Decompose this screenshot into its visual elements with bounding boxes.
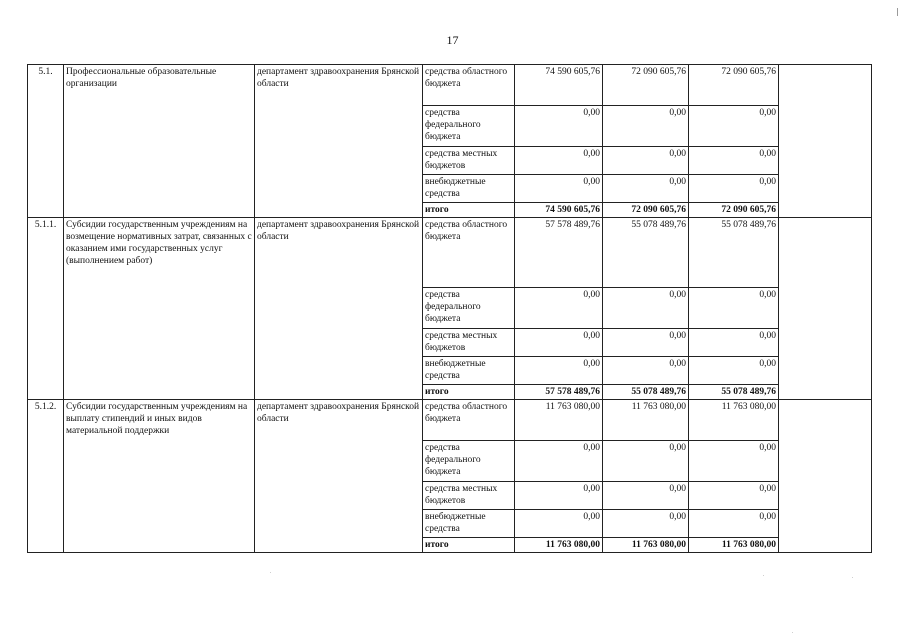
source-label: внебюджетные средства <box>423 175 515 203</box>
value-cell: 0,00 <box>689 329 779 357</box>
value-cell: 0,00 <box>515 357 603 385</box>
value-cell: 0,00 <box>603 482 689 510</box>
value-cell: 0,00 <box>603 510 689 538</box>
row-name: Субсидии государственным учреждениям на выплату стипендий и иных видов материальной поддержки <box>64 400 255 553</box>
total-value: 57 578 489,76 <box>515 385 603 400</box>
source-label: средства областного бюджета <box>423 65 515 106</box>
total-value: 55 078 489,76 <box>689 385 779 400</box>
row-executor: департамент здравоохранения Брянской области <box>255 65 423 218</box>
value-cell: 72 090 605,76 <box>689 65 779 106</box>
value-cell: 0,00 <box>689 441 779 482</box>
total-value: 74 590 605,76 <box>515 203 603 218</box>
scan-speck <box>270 572 271 573</box>
value-cell: 0,00 <box>603 175 689 203</box>
source-label: средства федерального бюджета <box>423 288 515 329</box>
value-cell: 0,00 <box>603 441 689 482</box>
table-row <box>28 65 872 106</box>
value-cell: 0,00 <box>603 329 689 357</box>
source-label: внебюджетные средства <box>423 510 515 538</box>
value-cell: 0,00 <box>603 106 689 147</box>
value-cell: 0,00 <box>689 147 779 175</box>
total-value: 55 078 489,76 <box>603 385 689 400</box>
empty-cell <box>779 400 872 553</box>
source-label: средства федерального бюджета <box>423 441 515 482</box>
total-value: 72 090 605,76 <box>603 203 689 218</box>
value-cell: 0,00 <box>515 329 603 357</box>
value-cell: 11 763 080,00 <box>515 400 603 441</box>
value-cell: 0,00 <box>689 175 779 203</box>
value-cell: 0,00 <box>515 510 603 538</box>
value-cell: 0,00 <box>689 510 779 538</box>
row-executor: департамент здравоохранения Брянской области <box>255 400 423 553</box>
row-name: Профессиональные образовательные организации <box>64 65 255 218</box>
value-cell: 0,00 <box>689 482 779 510</box>
total-value: 11 763 080,00 <box>689 538 779 553</box>
row-executor: департамент здравоохранения Брянской области <box>255 218 423 400</box>
value-cell: 55 078 489,76 <box>603 218 689 288</box>
scan-speck <box>852 577 853 578</box>
value-cell: 72 090 605,76 <box>603 65 689 106</box>
value-cell: 0,00 <box>603 357 689 385</box>
source-label: средства местных бюджетов <box>423 482 515 510</box>
total-label: итого <box>423 385 515 400</box>
table-row <box>28 218 872 288</box>
row-code: 5.1.1. <box>28 218 64 400</box>
total-label: итого <box>423 538 515 553</box>
value-cell: 11 763 080,00 <box>603 400 689 441</box>
total-value: 72 090 605,76 <box>689 203 779 218</box>
value-cell: 0,00 <box>515 441 603 482</box>
value-cell: 55 078 489,76 <box>689 218 779 288</box>
empty-cell <box>779 218 872 400</box>
source-label: средства местных бюджетов <box>423 147 515 175</box>
value-cell: 0,00 <box>689 288 779 329</box>
value-cell: 11 763 080,00 <box>689 400 779 441</box>
value-cell: 0,00 <box>689 357 779 385</box>
value-cell: 0,00 <box>515 106 603 147</box>
value-cell: 0,00 <box>515 288 603 329</box>
value-cell: 0,00 <box>515 147 603 175</box>
value-cell: 0,00 <box>689 106 779 147</box>
source-label: средства областного бюджета <box>423 218 515 288</box>
scan-speck <box>792 632 793 633</box>
row-code: 5.1.2. <box>28 400 64 553</box>
row-name: Субсидии государственным учреждениям на возмещение нормативных затрат, связанных с оказанием ими государственных услуг (выполнением работ) <box>64 218 255 400</box>
total-value: 11 763 080,00 <box>515 538 603 553</box>
value-cell: 0,00 <box>515 482 603 510</box>
value-cell: 74 590 605,76 <box>515 65 603 106</box>
value-cell: 0,00 <box>515 175 603 203</box>
page-number: 17 <box>446 33 459 47</box>
value-cell: 57 578 489,76 <box>515 218 603 288</box>
source-label: средства местных бюджетов <box>423 329 515 357</box>
source-label: внебюджетные средства <box>423 357 515 385</box>
scan-edge-mark <box>897 8 898 16</box>
scan-speck <box>763 575 764 576</box>
budget-table <box>27 64 872 553</box>
value-cell: 0,00 <box>603 288 689 329</box>
empty-cell <box>779 65 872 218</box>
row-code: 5.1. <box>28 65 64 218</box>
value-cell: 0,00 <box>603 147 689 175</box>
table-row <box>28 400 872 441</box>
source-label: средства областного бюджета <box>423 400 515 441</box>
source-label: средства федерального бюджета <box>423 106 515 147</box>
total-value: 11 763 080,00 <box>603 538 689 553</box>
total-label: итого <box>423 203 515 218</box>
